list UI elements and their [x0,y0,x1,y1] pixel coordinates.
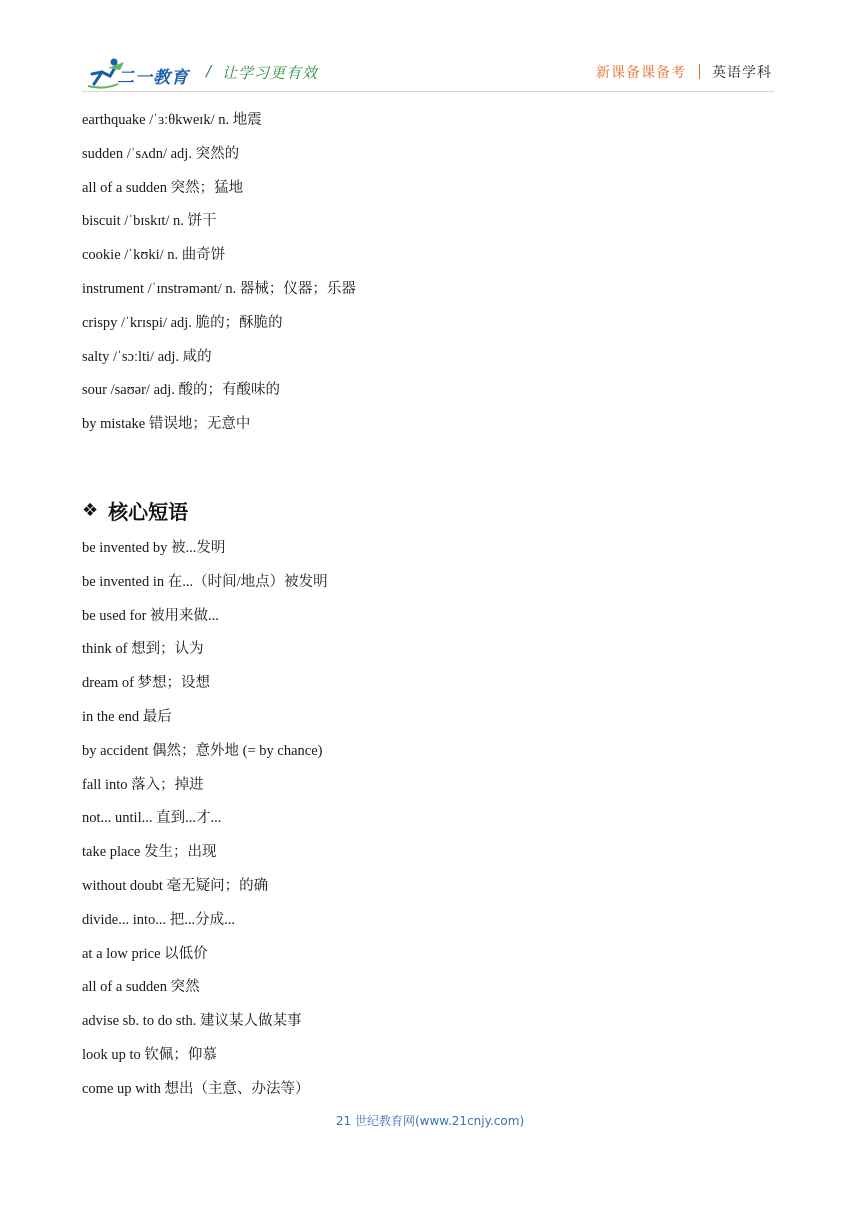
vocab-item: biscuit /ˈbɪskɪt/ n. 饼干 [82,213,217,230]
header-rule [82,91,774,92]
slogan: 让学习更有效 [222,64,319,82]
section-title: 核心短语 [108,499,189,524]
vocab-item: earthquake /ˈɜːθkweɪk/ n. 地震 [82,112,262,128]
phrase-item: in the end 最后 [82,708,172,725]
phrase-item: not... until... 直到...才... [82,810,222,827]
phrase-item: be invented in 在...（时间/地点）被发明 [82,573,328,590]
phrase-item: come up with 想出（主意、办法等） [82,1080,310,1097]
phrase-item: all of a sudden 突然 [82,979,200,996]
phrase-item: dream of 梦想；设想 [82,675,211,692]
phrase-item: at a low price 以低价 [82,945,208,962]
page-footer: 21 世纪教育网(www.21cnjy.com) [335,1114,525,1128]
phrase-item: divide... into... 把...分成... [82,911,236,928]
vocab-item: salty /ˈsɔːlti/ adj. 咸的 [82,348,212,365]
phrase-item: look up to 钦佩；仰慕 [82,1046,217,1063]
vocabulary-list [82,112,356,450]
vocab-item: crispy /ˈkrɪspi/ adj. 脆的；酥脆的 [82,314,283,331]
page-header [0,0,860,100]
section-heading [82,496,188,524]
phrase-item: think of 想到；认为 [82,641,204,658]
subject-label: 英语学科 [712,65,772,81]
vocab-item: sour /saʊər/ adj. 酸的；有酸味的 [82,382,281,399]
phrase-item: be used for 被用来做... [82,607,219,624]
vocab-item: all of a sudden 突然；猛地 [82,179,244,196]
phrase-item: by accident 偶然；意外地 (= by chance) [82,742,323,759]
phrase-item: fall into 落入；掉进 [82,776,204,793]
phrase-item: take place 发生；出现 [82,844,217,861]
vocab-item: instrument /ˈɪnstrəmənt/ n. 器械；仪器；乐器 [82,280,356,297]
course-label: 新课备课备考 [596,65,686,81]
phrase-list [82,540,328,1115]
vocab-item: sudden /ˈsʌdn/ adj. 突然的 [82,145,240,162]
header-divider [699,64,700,79]
phrase-item: without doubt 毫无疑问；的确 [82,877,269,894]
vocab-item: by mistake 错误地；无意中 [82,416,251,433]
slogan-slash: / [206,62,212,80]
logo-text: 二一教育 [117,68,189,88]
phrase-item: advise sb. to do sth. 建议某人做某事 [82,1013,302,1030]
vocab-item: cookie /ˈkʊki/ n. 曲奇饼 [82,247,226,264]
phrase-item: be invented by 被...发明 [82,540,226,556]
diamond-bullet-icon: ❖ [82,499,99,521]
